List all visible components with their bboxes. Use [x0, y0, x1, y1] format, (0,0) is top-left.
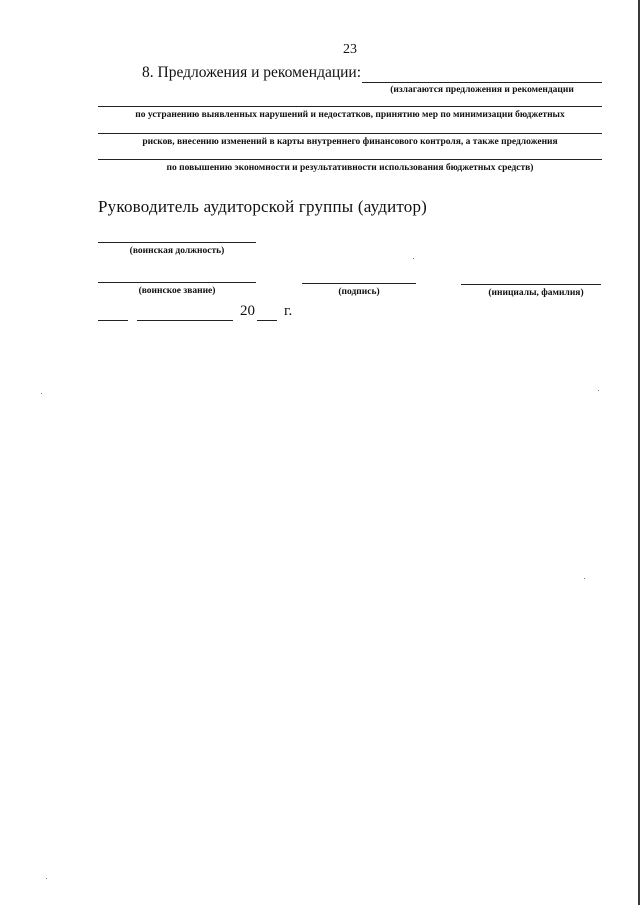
date-day-line: [98, 320, 128, 321]
date-month-line: [137, 320, 233, 321]
page-number: 23: [343, 42, 357, 57]
section-caption-1: (излагаются предложения и рекомендации: [390, 85, 574, 95]
name-line: [461, 284, 601, 285]
scan-speck: [41, 393, 42, 394]
fill-line-3: [98, 133, 602, 134]
position-caption: (воинская должность): [129, 246, 225, 256]
scan-speck: [46, 878, 47, 879]
rank-line: [98, 282, 256, 283]
scan-speck: [413, 258, 414, 259]
signature-caption: (подпись): [338, 287, 380, 297]
section-caption-2: по устранению выявленных нарушений и недостатков, принятию мер по минимизации бюджетных: [135, 110, 565, 120]
fill-line-4: [98, 159, 602, 160]
scan-speck: [598, 390, 599, 391]
fill-line-2: [98, 106, 602, 107]
position-line: [98, 242, 256, 243]
signature-block-title: Руководитель аудиторской группы (аудитор): [98, 197, 428, 216]
signature-line: [302, 283, 416, 284]
scan-speck: [584, 578, 585, 579]
section-heading: 8. Предложения и рекомендации:: [142, 64, 362, 81]
date-year-prefix: 20: [240, 303, 255, 319]
date-suffix: г.: [284, 303, 293, 319]
rank-caption: (воинское звание): [138, 286, 216, 296]
section-caption-3: рисков, внесению изменений в карты внутреннего финансового контроля, а также предложения: [142, 137, 558, 147]
section-caption-4: по повышению экономности и результативности использования бюджетных средств): [166, 163, 534, 173]
date-year-line: [257, 320, 277, 321]
fill-line-1: [362, 82, 602, 83]
name-caption: (инициалы, фамилия): [488, 288, 584, 298]
